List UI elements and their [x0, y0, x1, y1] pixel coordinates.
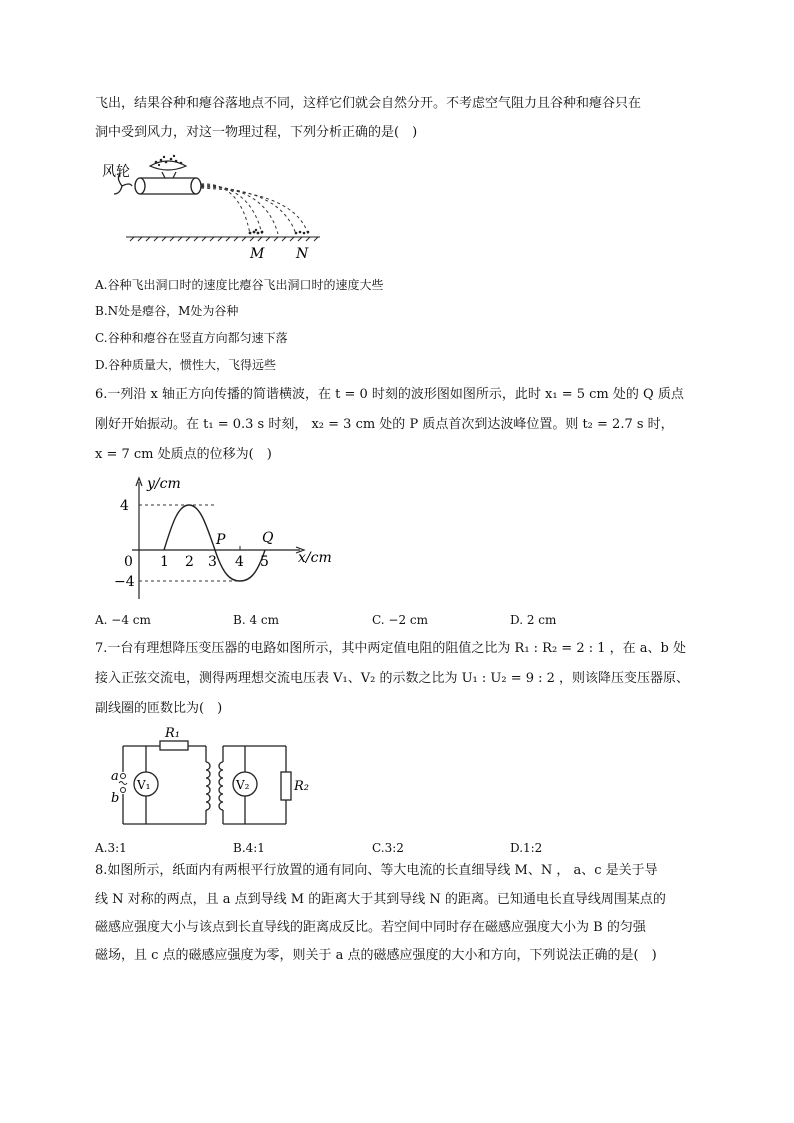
- m-label: M: [250, 246, 265, 262]
- q6-option-c: C. −2 cm: [372, 613, 428, 627]
- q6-option-d: D. 2 cm: [510, 613, 557, 627]
- landed-grain: [249, 229, 310, 235]
- x-tick-3: 3: [208, 554, 217, 570]
- p-label: P: [216, 532, 226, 548]
- r2-resistor: [281, 772, 291, 800]
- x-axis-label: x/cm: [298, 550, 332, 566]
- winnowing-figure: [100, 152, 330, 264]
- wind-wheel-label: 风轮: [102, 164, 130, 180]
- q6-option-b: B. 4 cm: [233, 613, 279, 627]
- q-label: Q: [262, 530, 274, 546]
- v2-label: V₂: [236, 778, 250, 792]
- terminal-b: [121, 788, 126, 793]
- b-label: b: [111, 791, 120, 806]
- v1-label: V₁: [137, 778, 151, 792]
- y-tick-4: 4: [120, 498, 129, 514]
- wave-graph: [112, 474, 342, 604]
- secondary-coil: [219, 762, 223, 810]
- grain-trajectories: [201, 184, 308, 234]
- tube: [135, 178, 201, 194]
- q8-text-line2: 线 N 对称的两点，且 a 点到导线 M 的距离大于其到导线 N 的距离。已知通电长直导线周围某点的: [95, 892, 666, 907]
- q6-option-a: A. −4 cm: [95, 613, 151, 627]
- primary-coil: [206, 762, 210, 810]
- ac-source-icon: [119, 782, 127, 785]
- q5-option-c: C.谷种和瘪谷在竖直方向都匀速下落: [95, 331, 288, 345]
- x-tick-1: 1: [160, 554, 169, 570]
- q7-option-c: C.3:2: [372, 841, 404, 855]
- q8-text-line1: 8.如图所示，纸面内有两根平行放置的通有同向、等大电流的长直细导线 M、N ， a、c 是关于导: [95, 863, 658, 878]
- a-label: a: [111, 769, 119, 784]
- n-label: N: [296, 246, 309, 262]
- q7-text-line3: 副线圈的匝数比为( ): [95, 701, 223, 716]
- q7-option-b: B.4:1: [233, 841, 265, 855]
- q5-option-d: D.谷种质量大，惯性大，飞得远些: [95, 358, 277, 372]
- q5-text-line1: 飞出，结果谷种和瘪谷落地点不同，这样它们就会自然分开。不考虑空气阻力且谷种和瘪谷只在: [95, 96, 642, 111]
- x-tick-5: 5: [260, 554, 269, 570]
- q6-text-line3: x = 7 cm 处质点的位移为( ): [95, 447, 272, 462]
- transformer-circuit: [110, 722, 320, 832]
- q8-text-line4: 磁场，且 c 点的磁感应强度为零，则关于 a 点的磁感应强度的大小和方向，下列说法正确的是( ): [95, 948, 657, 963]
- q7-text-line1: 7.一台有理想降压变压器的电路如图所示，其中两定值电阻的阻值之比为 R₁ : R₂ = 2 : 1 ，在 a、b 处: [95, 641, 686, 656]
- x-tick-2: 2: [185, 554, 194, 570]
- q5-option-a: A.谷种飞出洞口时的速度比瘪谷飞出洞口时的速度大些: [95, 278, 384, 292]
- q8-text-line3: 磁感应强度大小与该点到长直导线的距离成反比。若空间中同时存在磁感应强度大小为 B 的匀强: [95, 920, 646, 935]
- q7-option-d: D.1:2: [510, 841, 543, 855]
- q5-option-b: B.N处是瘪谷，M处为谷种: [95, 304, 239, 318]
- x-tick-4: 4: [235, 554, 244, 570]
- ground: [126, 237, 320, 241]
- q7-text-line2: 接入正弦交流电，测得两理想交流电压表 V₁、V₂ 的示数之比为 U₁ : U₂ = 9 : 2 ，则该降压变压器原、: [95, 671, 690, 686]
- r1-label: R₁: [165, 726, 180, 741]
- terminal-a: [121, 774, 126, 779]
- x-tick-0: 0: [124, 554, 133, 570]
- q6-text-line2: 刚好开始振动。在 t₁ = 0.3 s 时刻， x₂ = 3 cm 处的 P 质点首次到达波峰位置。则 t₂ = 2.7 s 时，: [95, 417, 674, 432]
- q7-option-a: A.3:1: [95, 841, 127, 855]
- r2-label: R₂: [294, 779, 309, 794]
- y-tick-neg4: −4: [114, 574, 135, 590]
- q5-text-line2: 洞中受到风力，对这一物理过程，下列分析正确的是( ): [95, 125, 418, 140]
- r1-resistor: [160, 741, 188, 750]
- q6-text-line1: 6.一列沿 x 轴正方向传播的简谐横波，在 t = 0 时刻的波形图如图所示，此时 x₁ = 5 cm 处的 Q 质点: [95, 387, 684, 402]
- y-axis-label: y/cm: [147, 476, 181, 492]
